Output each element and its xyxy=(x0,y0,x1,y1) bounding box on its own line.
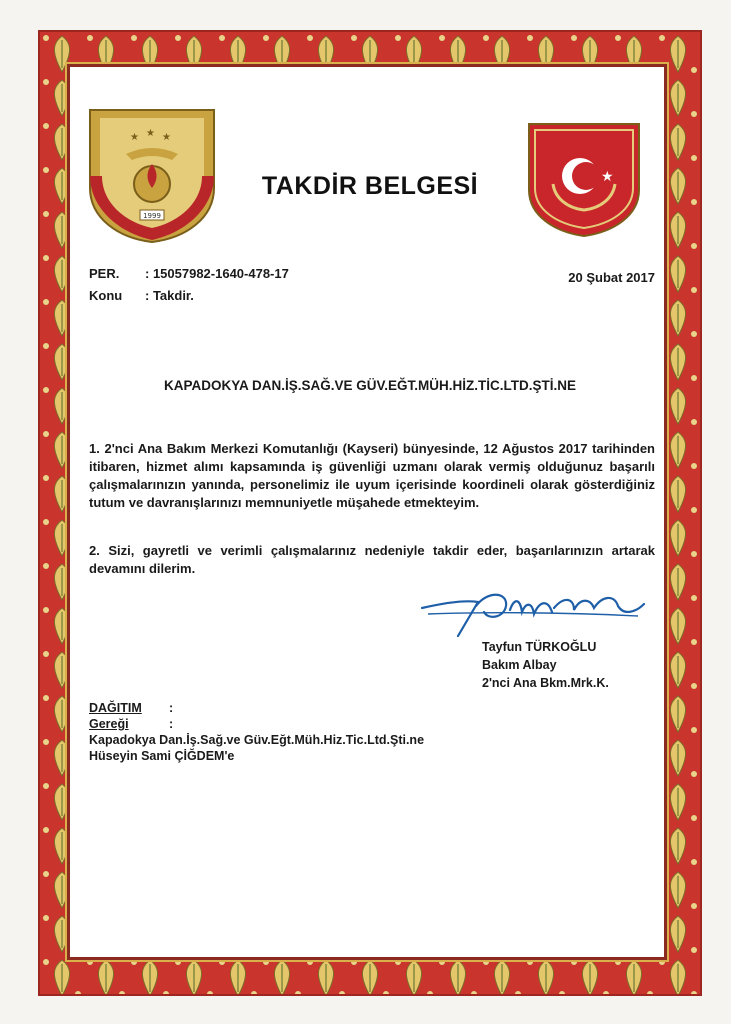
signer-block xyxy=(482,638,609,692)
svg-text:★: ★ xyxy=(146,128,155,139)
svg-text:★: ★ xyxy=(130,132,139,143)
svg-text:★: ★ xyxy=(601,169,614,185)
distribution-recipient-2: Hüseyin Sami ÇİĞDEM'e xyxy=(89,749,235,763)
subject-label: Konu xyxy=(89,288,123,303)
signer-name: Tayfun TÜRKOĞLU xyxy=(482,640,597,654)
document-date: 20 Şubat 2017 xyxy=(568,270,655,285)
emblem-year-text: 1999 xyxy=(143,212,161,220)
signer-unit: 2'nci Ana Bkm.Mrk.K. xyxy=(482,676,609,690)
action-colon: : xyxy=(169,717,174,731)
recipient-company: KAPADOKYA DAN.İŞ.SAĞ.VE GÜV.EĞT.MÜH.HİZ.TİC.LTD.ŞTİ.NE xyxy=(163,378,577,393)
action-label: Gereği xyxy=(89,717,129,731)
distribution-label: DAĞITIM xyxy=(89,701,142,715)
paragraph-2: 2. Sizi, gayretli ve verimli çalışmalarınız nedeniyle takdir eder, başarılarınızın artarak devamını dilerim. xyxy=(89,543,655,576)
reference-label: PER. xyxy=(89,266,120,281)
certificate-title: TAKDİR BELGESİ xyxy=(261,172,479,200)
handwritten-signature xyxy=(418,586,648,646)
paragraph-1: 1. 2'nci Ana Bakım Merkezi Komutanlığı (Kayseri) bünyesinde, 12 Ağustos 2017 tarihinden itibaren, hizmet alımı kapsamında iş güvenliği uzmanı olarak vermiş olduğunuz başarılı çalışmalarınızın yanında, personelimiz ile uyum içerisinde koordineli olarak gösterdiğiniz tutum ve davranışlarınızı memnuniyetle müşahede etmekteyim. xyxy=(89,441,655,510)
signer-rank: Bakım Albay xyxy=(482,658,557,672)
reference-number: : 15057982-1640-478-17 xyxy=(145,266,289,281)
land-forces-logistics-emblem xyxy=(86,106,218,244)
distribution-recipient-1: Kapadokya Dan.İş.Sağ.ve Güv.Eğt.Müh.Hiz.Tic.Ltd.Şti.ne xyxy=(89,733,425,747)
distribution-colon: : xyxy=(169,701,174,715)
svg-text:★: ★ xyxy=(162,132,171,143)
subject-line xyxy=(89,288,194,303)
distribution-section xyxy=(89,700,424,764)
subject-value: : Takdir. xyxy=(145,288,194,303)
reference-line xyxy=(89,266,289,281)
ministry-of-defense-emblem xyxy=(525,120,643,238)
